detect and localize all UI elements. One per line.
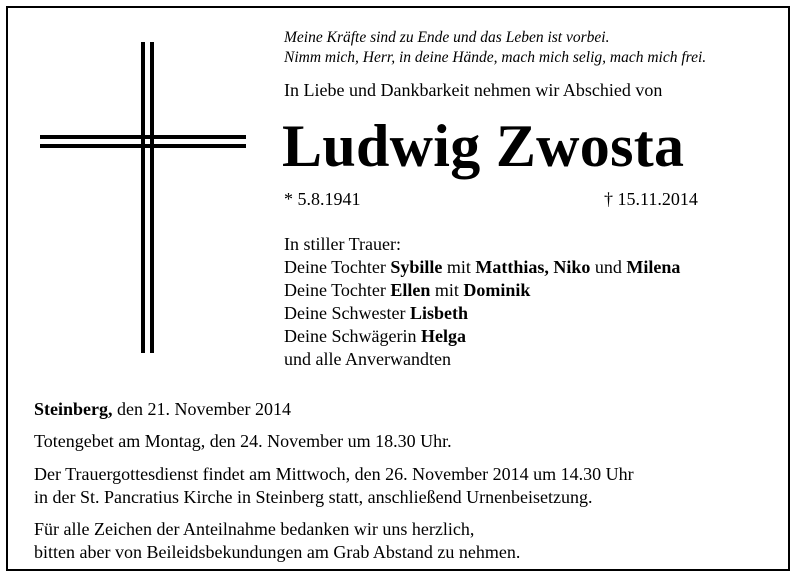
mourner-line-1 <box>284 256 680 279</box>
mourners-heading: In stiller Trauer: <box>284 234 401 254</box>
place-name: Steinberg, <box>34 399 113 419</box>
mourner-name: Sybille <box>390 257 443 277</box>
mourner-connector: und <box>590 257 627 277</box>
mourner-name: Matthias, Niko <box>475 257 591 277</box>
mourner-line-3 <box>284 302 468 325</box>
death-date: † 15.11.2014 <box>604 189 698 209</box>
mourner-name: Helga <box>420 326 466 346</box>
mourner-name: Lisbeth <box>409 303 468 323</box>
mourner-relation: Deine Schwägerin <box>284 326 421 346</box>
mourner-relation: Deine Tochter <box>284 257 391 277</box>
thanks-line-1: Für alle Zeichen der Anteilnahme bedanken wir uns herzlich, <box>34 519 475 539</box>
mourner-name: Dominik <box>463 280 531 300</box>
wake-notice: Totengebet am Montag, den 24. November um 18.30 Uhr. <box>34 431 452 451</box>
notice-date: den 21. November 2014 <box>112 399 291 419</box>
mourner-connector: mit <box>442 257 476 277</box>
verse-line-2: Nimm mich, Herr, in deine Hände, mach mich selig, mach mich frei. <box>284 49 707 66</box>
mourner-line-2 <box>284 279 530 302</box>
mourner-name: Ellen <box>390 280 431 300</box>
deceased-name: Ludwig Zwosta <box>282 113 685 179</box>
service-line-2: in der St. Pancratius Kirche in Steinberg statt, anschließend Urnenbeisetzung. <box>34 487 593 507</box>
mourner-line-5: und alle Anverwandten <box>284 349 451 369</box>
place-date <box>34 398 291 421</box>
mourner-name: Milena <box>626 257 681 277</box>
mourner-line-4 <box>284 325 466 348</box>
intro-text: In Liebe und Dankbarkeit nehmen wir Abschied von <box>284 80 663 100</box>
verse-line-1: Meine Kräfte sind zu Ende und das Leben ist vorbei. <box>284 29 610 46</box>
mourner-relation: Deine Tochter <box>284 280 391 300</box>
service-line-1: Der Trauergottesdienst findet am Mittwoch, den 26. November 2014 um 14.30 Uhr <box>34 464 634 484</box>
mourner-relation: Deine Schwester <box>284 303 410 323</box>
mourner-connector: mit <box>430 280 464 300</box>
birth-date: * 5.8.1941 <box>284 189 361 209</box>
thanks-line-2: bitten aber von Beileidsbekundungen am Grab Abstand zu nehmen. <box>34 542 521 562</box>
